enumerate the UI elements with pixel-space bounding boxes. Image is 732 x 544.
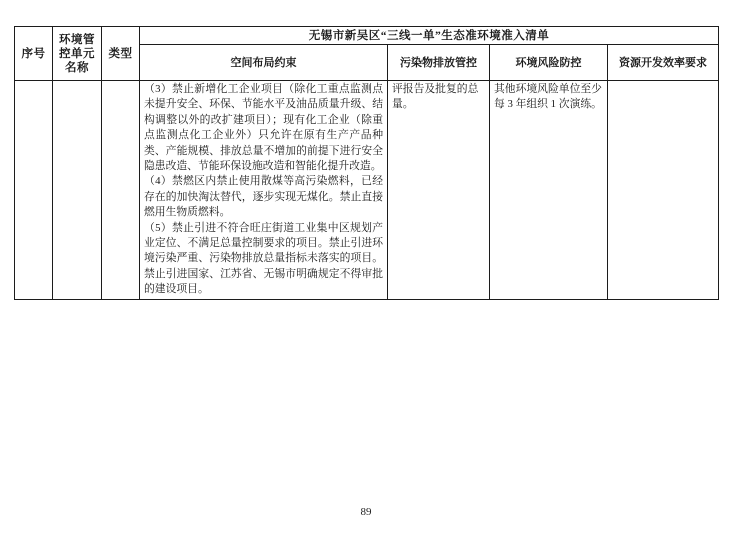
access-list-table bbox=[14, 26, 719, 300]
col-header-unit-name: 环境管控单元名称 bbox=[53, 27, 102, 81]
paragraph-3: （3）禁止新增化工企业项目（除化工重点监测点未提升安全、环保、节能水平及油品质量升级、结构调整以外的改扩建项目）；现有化工企业（除重点监测点化工企业外）只允许在原有生产产品种类、产能规模、排放总量不增加的前提下进行安全隐患改造、节能环保设施改造和智能化提升改造。 bbox=[144, 83, 383, 173]
paragraph-4: （4）禁燃区内禁止使用散煤等高污染燃料，已经存在的加快淘汰替代，逐步实现无煤化。禁止直接燃用生物质燃料。 bbox=[144, 175, 383, 219]
cell-risk-prevention: 其他环境风险单位至少每 3 年组织 1 次演练。 bbox=[490, 81, 608, 300]
col-header-pollutant: 污染物排放管控 bbox=[388, 45, 490, 81]
col-header-type: 类型 bbox=[102, 27, 140, 81]
cell-resource-efficiency bbox=[608, 81, 719, 300]
col-header-seq: 序号 bbox=[15, 27, 53, 81]
col-header-risk: 环境风险防控 bbox=[490, 45, 608, 81]
table-row bbox=[15, 81, 719, 300]
col-header-spatial: 空间布局约束 bbox=[140, 45, 388, 81]
cell-spatial-constraints bbox=[140, 81, 388, 300]
table-header-row-title bbox=[15, 27, 719, 45]
cell-type bbox=[102, 81, 140, 300]
page-number: 89 bbox=[360, 506, 372, 518]
cell-pollutant-control: 评报告及批复的总量。 bbox=[388, 81, 490, 300]
table-title: 无锡市新吴区“三线一单”生态准环境准入清单 bbox=[140, 27, 719, 45]
cell-seq bbox=[15, 81, 53, 300]
cell-unit-name bbox=[53, 81, 102, 300]
col-header-resource: 资源开发效率要求 bbox=[608, 45, 719, 81]
paragraph-5: （5）禁止引进不符合旺庄街道工业集中区规划产业定位、不满足总量控制要求的项目。禁止引进环境污染严重、污染物排放总量指标未落实的项目。禁止引进国家、江苏省、无锡市明确规定不得审批的建设项目。 bbox=[144, 221, 383, 296]
